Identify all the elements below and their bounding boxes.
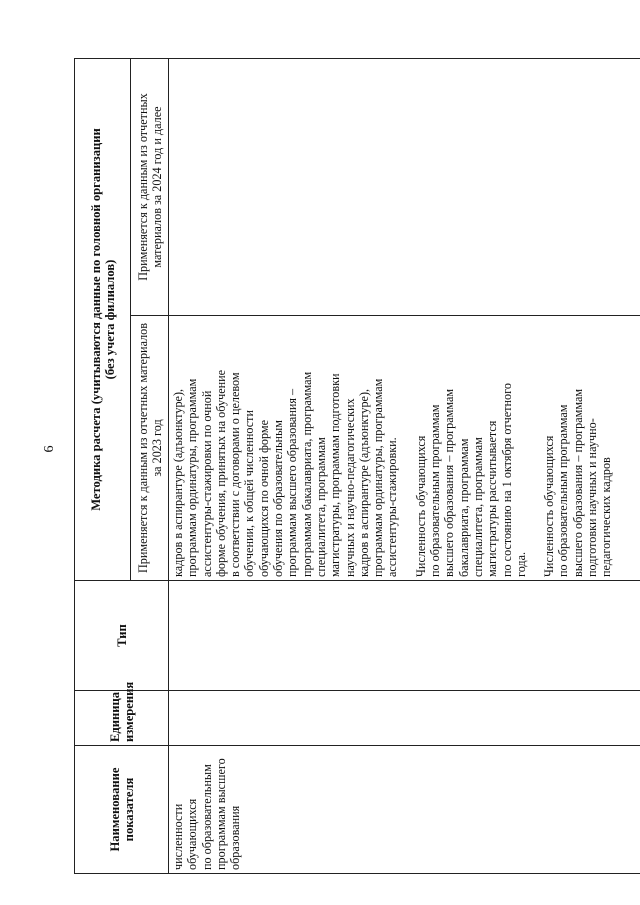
method-line: педагогических кадров [599, 457, 614, 577]
method-line: программам бакалавриата, программам [299, 371, 314, 577]
method-line: специалитета, программам [470, 437, 485, 577]
method-line: кадров в аспирантуре (адъюнктуре), [356, 388, 371, 577]
methodology-table [74, 58, 640, 874]
header-name: Наименование показателя [75, 746, 169, 874]
name-line: программам высшего [213, 758, 228, 870]
header-method-line2: (без учета филиалов) [102, 259, 117, 380]
method-line: специалитета, программам [313, 437, 328, 577]
method-line: высшего образования – программам [442, 388, 457, 577]
method-line: ассистентуры-стажировки. [385, 437, 400, 577]
cell-method-2024 [169, 59, 640, 316]
method-line: Численность обучающихся [542, 435, 557, 577]
method-line: подготовки научных и научно- [585, 418, 600, 577]
rotated-page-content [74, 59, 640, 874]
method-line: кадров в аспирантуре (адъюнктуре), [171, 388, 185, 577]
name-line: обучающихся [185, 798, 200, 870]
cell-indicator-name [169, 746, 640, 874]
method-line: магистратуры рассчитывается [485, 420, 500, 577]
cell-unit [169, 691, 640, 746]
method-line: по образовательным программам [428, 404, 443, 577]
method-line: в соответствии с договорами о целевом [228, 372, 243, 577]
cell-method-2023 [169, 316, 640, 581]
header-2024: Применяется к данным из отчетных материалов за 2024 год и далее [131, 59, 169, 316]
method-line: по состоянию на 1 октября отчетного [499, 383, 514, 577]
method-line: магистратуры, программам подготовки [328, 373, 343, 577]
method-line: обучения по образовательным [271, 420, 286, 577]
method-line: высшего образования – программам [570, 388, 585, 577]
name-line: образования [228, 805, 243, 870]
page-number: 6 [42, 445, 57, 453]
method-line: программам ординатуры, программам [185, 378, 200, 577]
method-line: по образовательным программам [556, 404, 571, 577]
header-type: Тип [75, 581, 169, 691]
method-line: программам высшего образования – [285, 388, 300, 577]
method-line: бакалавриата, программам [456, 438, 471, 577]
header-unit: Единица измерения [75, 691, 169, 746]
method-line: программам ординатуры, программам [371, 378, 386, 577]
method-line: обучении, к общей численности [242, 409, 257, 577]
method-line: ассистентуры-стажировки по очной [199, 390, 214, 577]
method-line: года. [513, 551, 528, 577]
method-line: обучающихся по очной форме [256, 419, 271, 577]
paragraph-gap [528, 319, 542, 577]
method-line: форме обучения, принятых на обучение [213, 369, 228, 577]
method-line: научных и научно-педагогических [342, 398, 357, 577]
name-line: по образовательным [199, 764, 214, 870]
name-line: численности [171, 803, 185, 870]
header-2023: Применяется к данным из отчетных материалов за 2023 год [131, 316, 169, 581]
cell-type [169, 581, 640, 691]
method-line: Численность обучающихся [413, 435, 428, 577]
paragraph-gap [400, 319, 414, 577]
header-method-line1: Методика расчета (учитываются данные по головной организации [88, 128, 103, 511]
header-method [75, 59, 131, 581]
